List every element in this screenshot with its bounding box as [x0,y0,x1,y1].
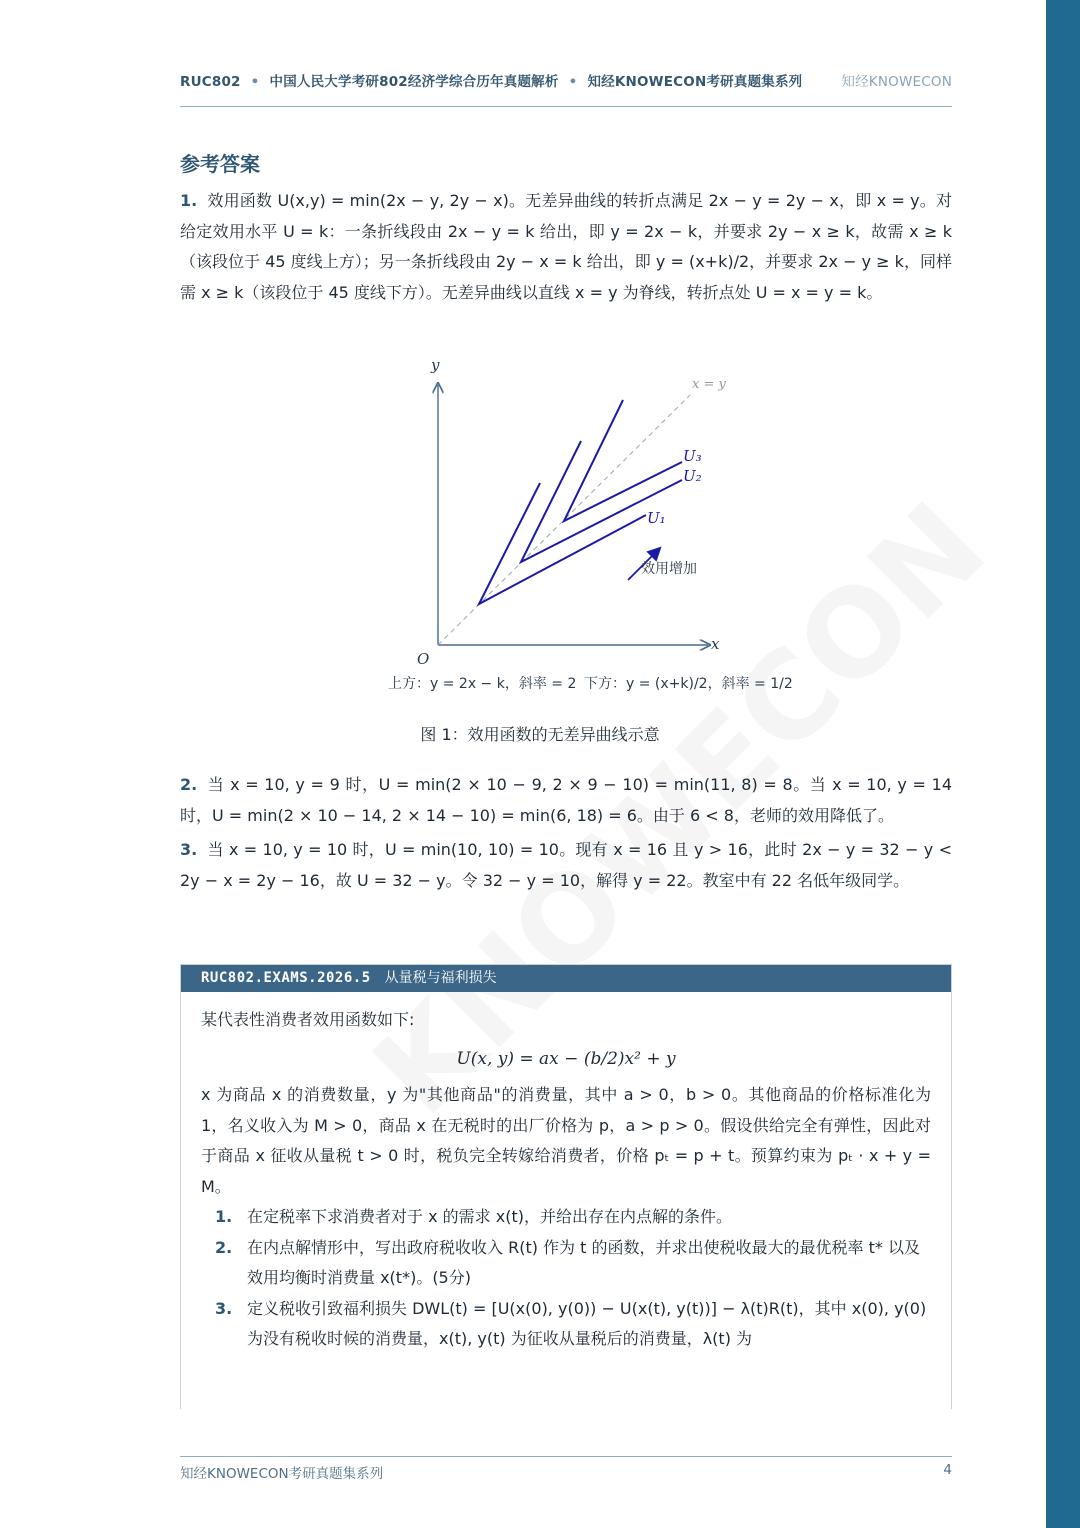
header-code: RUC802 [180,74,241,90]
box-header [181,965,951,992]
header-brand: 知经KNOWECON [841,74,952,90]
curve-u1 [479,483,646,604]
question-item [201,1233,931,1294]
item-text: 在内点解情形中，写出政府税收收入 R(t) 作为 t 的函数，并求出使税收最大的最优税率 t* 以及效用均衡时消费量 x(t*)。(5分) [247,1237,920,1287]
right-sidebar-band [1046,0,1080,1528]
question-item [201,1294,931,1355]
footer-series: 知经KNOWECON考研真题集系列 [180,1466,384,1482]
answer-2 [180,770,952,831]
bottom-left-note: 上方：y = 2x − k，斜率 = 2 [388,676,577,692]
box-id: RUC802.EXAMS.2026.5 [201,970,371,986]
box-intro: 某代表性消费者效用函数如下: [201,1010,415,1029]
exam-question-box [180,964,952,1409]
answer-3-text: 当 x = 10, y = 10 时，U = min(10, 10) = 10。现有 x = 16 且 y > 16，此时 2x − y = 32 − y < 2y − x = 2y − 16，故 U = 32 − y。令 32 − y = 10，解得 y = 22。教室中有 22 名低年级同学。 [180,840,952,890]
label-u2: U₂ [683,467,702,485]
header-divider [180,106,952,107]
figure-caption: 图 1：效用函数的无差异曲线示意 [420,725,660,744]
answer-2-text: 当 x = 10, y = 9 时，U = min(2 × 10 − 9, 2 × 9 − 10) = min(11, 8) = 8。当 x = 10, y = 14 时，U = min(2 × 10 − 14, 2 × 14 − 10) = min(6, 18) = 6。由于 6 < 8，老师的效用降低了。 [180,775,952,825]
footer-divider [180,1456,952,1457]
diagonal-label: x = y [692,377,726,392]
section-title: 参考答案 [180,152,260,176]
page-number: 4 [943,1462,952,1478]
label-u1: U₁ [647,509,666,527]
box-paragraph: x 为商品 x 的消费数量，y 为"其他商品"的消费量，其中 a > 0，b > 0。其他商品的价格标准化为 1，名义收入为 M > 0，商品 x 在无税时的出厂价格为 p，a > p > 0。假设供给完全有弹性，因此对于商品 x 征收从量税 t > 0 时，税负完全转嫁给消费者，价格 pₜ = p + t。预算约束为 pₜ · x + y = M。 [201,1085,931,1196]
header-series: 知经KNOWECON考研真题集系列 [587,74,803,90]
answer-2-number: 2. [180,775,198,794]
box-title: 从量税与福利损失 [384,970,497,986]
label-u3: U₃ [683,447,702,465]
item-number: 3. [215,1298,233,1318]
item-number: 1. [215,1207,233,1226]
answer-3-number: 3. [180,840,198,859]
box-body [201,1005,931,1355]
x-axis-label: x [711,635,720,653]
item-text: 定义税收引致福利损失 DWL(t) = [U(x(0), y(0)) − U(x(t), y(t))] − λ(t)R(t)，其中 x(0), y(0) 为没有税收时候的消费量，x(t), y(t) 为征收从量税后的消费量，λ(t) 为 [247,1298,927,1348]
page-header: RUC802 • 中国人民大学考研802经济学综合历年真题解析 • 知经KNOWECON考研真题集系列 知经KNOWECON [180,68,952,94]
page-footer [180,1462,952,1482]
y-axis-label: y [431,356,440,374]
header-title: 中国人民大学考研802经济学综合历年真题解析 [269,74,559,90]
origin-label: O [417,650,430,668]
indifference-curve-figure [380,350,793,695]
answer-3 [180,835,952,896]
arrow-label: 效用增加 [641,561,697,577]
answer-1 [180,186,952,308]
item-text: 在定税率下求消费者对于 x 的需求 x(t)，并给出存在内点解的条件。 [247,1207,732,1226]
answer-1-text: 效用函数 U(x,y) = min(2x − y, 2y − x)。无差异曲线的转折点满足 2x − y = 2y − x，即 x = y。对给定效用水平 U = k：一条折线段由 2x − y = k 给出，即 y = 2x − k，并要求 2y − x ≥ k，故需 x ≥ k（该段位于 45 度线上方）；另一条折线段由 2y − x = k 给出，即 y = (x+k)/2，并要求 2x − y ≥ k，同样需 x ≥ k（该段位于 45 度线下方）。无差异曲线以直线 x = y 为脊线，转折点处 U = x = y = k。 [180,191,952,302]
item-number: 2. [215,1237,233,1257]
answer-1-number: 1. [180,191,198,210]
question-item [201,1202,931,1233]
utility-equation: U(x, y) = ax − (b/2)x² + y [456,1048,676,1069]
bottom-right-note: 下方：y = (x+k)/2，斜率 = 1/2 [584,676,793,692]
